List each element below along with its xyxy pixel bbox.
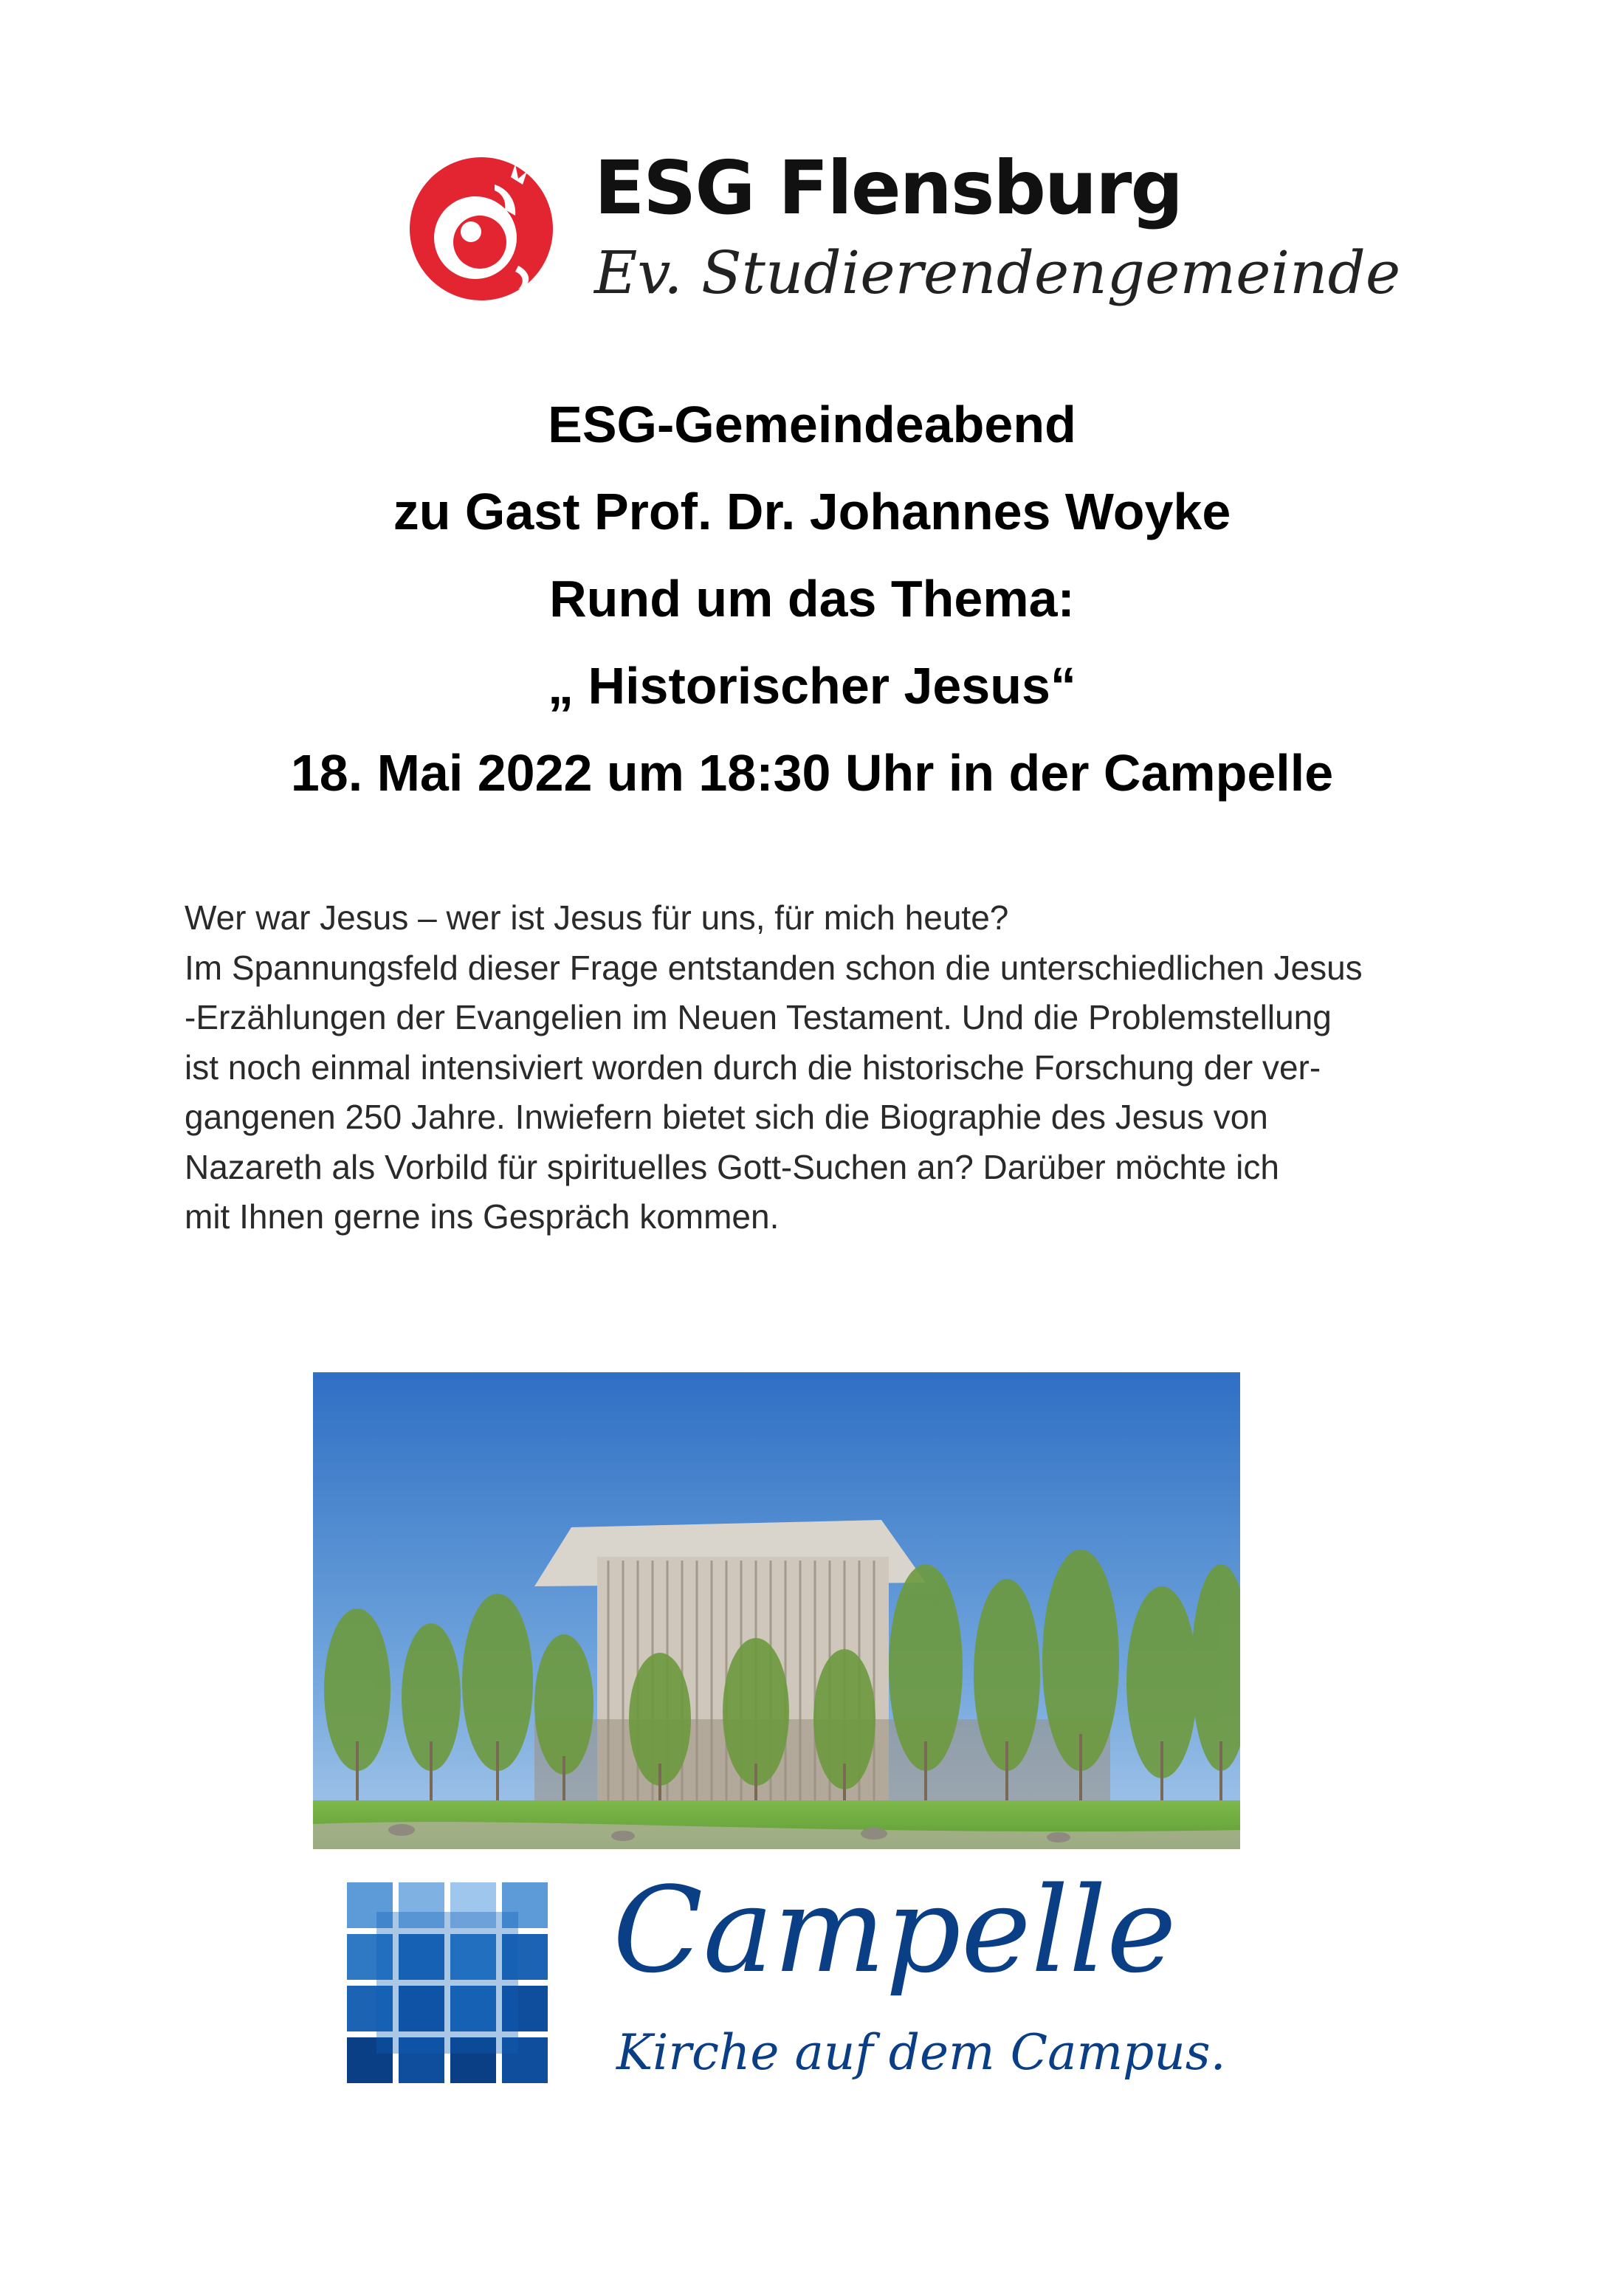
event-theme: „ Historischer Jesus“ <box>548 657 1076 715</box>
description-line: ist noch einmal intensiviert worden durch die historische Forschung der ver- <box>185 1047 1321 1087</box>
esg-logo-icon <box>407 155 555 303</box>
venue-name: Campelle <box>613 1861 1177 1999</box>
description-line: Nazareth als Vorbild für spirituelles Gott-Suchen an? Darüber möchte ich <box>185 1147 1279 1186</box>
description-line: Wer war Jesus – wer ist Jesus für uns, für mich heute? <box>185 898 1009 937</box>
description-line: -Erzählungen der Evangelien im Neuen Testament. Und die Problemstellung <box>185 998 1332 1036</box>
description-line: Im Spannungsfeld dieser Frage entstanden schon die unterschiedlichen Jesus <box>185 948 1363 987</box>
event-theme-intro: Rund um das Thema: <box>549 570 1075 627</box>
event-date-place: 18. Mai 2022 um 18:30 Uhr in der Campelle <box>290 744 1334 802</box>
venue-subtitle: Kirche auf dem Campus. <box>616 2024 1226 2081</box>
event-description <box>185 893 1565 1242</box>
campelle-building-photo <box>313 1372 1240 1849</box>
org-subtitle: Ev. Studierendengemeinde <box>594 238 1401 307</box>
description-line: gangenen 250 Jahre. Inwiefern bietet sich die Biographie des Jesus von <box>185 1098 1268 1136</box>
org-name: ESG Flensburg <box>594 145 1183 231</box>
event-title: ESG-Gemeindeabend <box>548 396 1076 453</box>
campelle-grid-logo-icon <box>347 1882 548 2083</box>
event-guest: zu Gast Prof. Dr. Johannes Woyke <box>393 483 1231 540</box>
description-line: mit Ihnen gerne ins Gespräch kommen. <box>185 1197 780 1236</box>
